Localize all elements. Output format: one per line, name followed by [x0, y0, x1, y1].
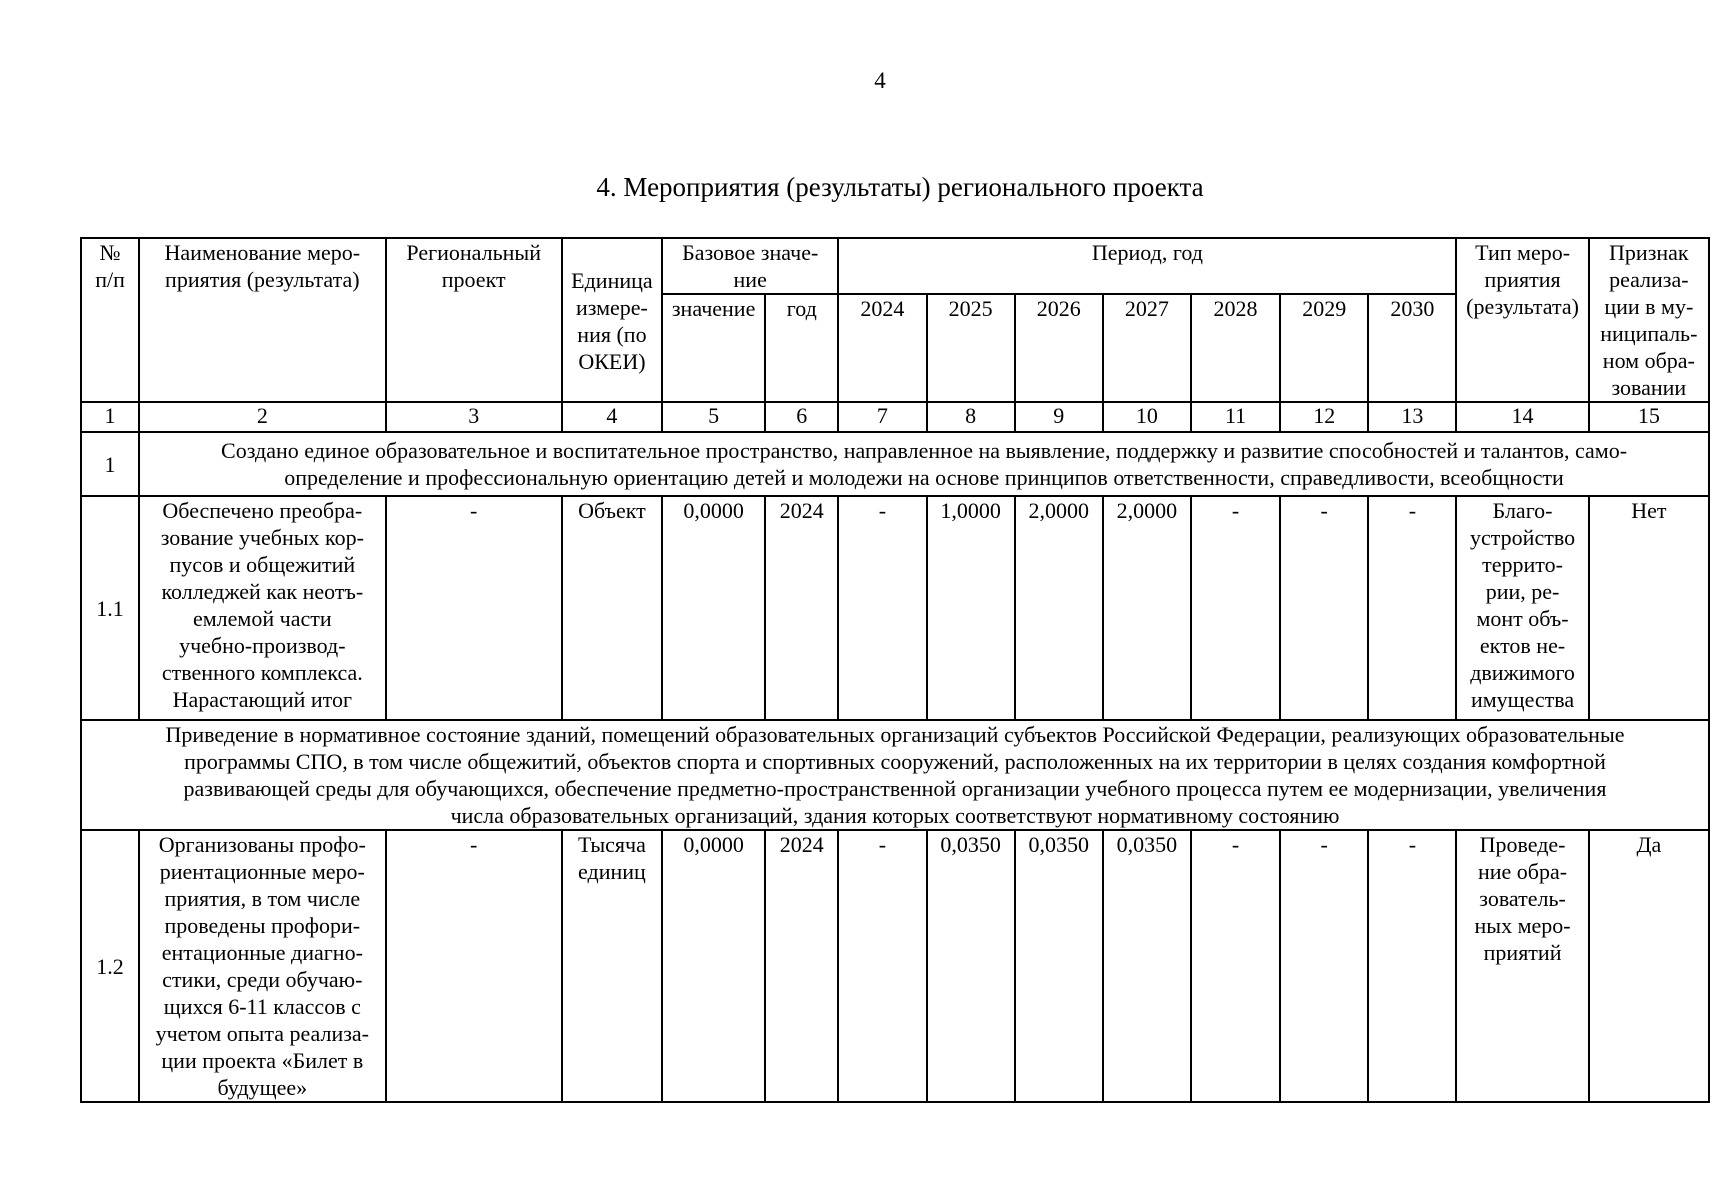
column-number: 8	[927, 402, 1015, 432]
header-year-2027: 2027	[1103, 294, 1191, 402]
header-type: Тип меро- приятия (результата)	[1456, 238, 1588, 402]
row-number: 1.1	[81, 496, 139, 720]
row-project: -	[386, 496, 562, 720]
header-municipal: Признак реализа- ции в му- ниципаль- ном обра- зовании	[1589, 238, 1709, 402]
header-year-2025: 2025	[927, 294, 1015, 402]
measures-table	[80, 237, 1710, 1103]
row-municipal: Нет	[1589, 496, 1709, 720]
row-value-2024: -	[838, 830, 926, 1102]
column-number: 11	[1191, 402, 1280, 432]
row-value-2025: 0,0350	[927, 830, 1015, 1102]
row-base-year: 2024	[765, 830, 838, 1102]
task-text: Приведение в нормативное состояние зданий, помещений образовательных организаций субъектов Российской Федерации, реализующих образовательные программы СПО, в том числе общежитий, объектов спорта и спортивных сооружений, расположенных на их территории в целях создания комфортной развивающей среды для обучающихся, обеспечение предметно-пространственной организации учебного процесса путем ее модернизации, увеличения числа образовательных организаций, здания которых соответствуют нормативному состоянию	[81, 720, 1709, 830]
column-number: 5	[662, 402, 765, 432]
column-number: 7	[838, 402, 926, 432]
row-value-2027: 0,0350	[1103, 830, 1191, 1102]
row-municipal: Да	[1589, 830, 1709, 1102]
row-base-value: 0,0000	[662, 830, 765, 1102]
header-row	[81, 238, 1709, 294]
table-row	[81, 830, 1709, 1102]
row-base-year: 2024	[765, 496, 838, 720]
task-row	[81, 720, 1709, 830]
header-project: Региональный проект	[386, 238, 562, 402]
header-year-2029: 2029	[1280, 294, 1368, 402]
goal-number: 1	[81, 432, 139, 496]
column-number: 3	[386, 402, 562, 432]
header-year-2030: 2030	[1368, 294, 1456, 402]
header-unit: Единица измере- ния (по ОКЕИ)	[562, 238, 662, 402]
row-value-2025: 1,0000	[927, 496, 1015, 720]
row-number: 1.2	[81, 830, 139, 1102]
header-year-2028: 2028	[1191, 294, 1280, 402]
header-base-value: значение	[662, 294, 765, 402]
goal-text: Создано единое образовательное и воспитательное пространство, направленное на выявление, поддержку и развитие способностей и талантов, само- определение и профессиональную ориентацию детей и молодежи на основе принципов ответственности, справедливости, всеобщности	[139, 432, 1709, 496]
row-value-2028: -	[1191, 830, 1280, 1102]
row-value-2026: 2,0000	[1015, 496, 1103, 720]
row-name: Организованы профо- риентационные меро- приятия, в том числе проведены профори- ентационные диагно- стики, среди обучаю- щихся 6-11 классов с учетом опыта реализа- ции проекта «Билет в будущее»	[139, 830, 385, 1102]
row-unit: Объект	[562, 496, 662, 720]
header-year-2024: 2024	[838, 294, 926, 402]
row-value-2026: 0,0350	[1015, 830, 1103, 1102]
column-number: 14	[1456, 402, 1588, 432]
row-value-2030: -	[1368, 830, 1456, 1102]
column-number: 9	[1015, 402, 1103, 432]
column-number: 2	[139, 402, 385, 432]
header-period-group: Период, год	[838, 238, 1456, 294]
section-title: 4. Мероприятия (результаты) регионального проекта	[596, 172, 1204, 202]
row-project: -	[386, 830, 562, 1102]
column-number: 13	[1368, 402, 1456, 432]
header-base-year: год	[765, 294, 838, 402]
table-row	[81, 496, 1709, 720]
column-number: 6	[765, 402, 838, 432]
header-year-2026: 2026	[1015, 294, 1103, 402]
row-type: Проведе- ние обра- зователь- ных меро- приятий	[1456, 830, 1588, 1102]
row-base-value: 0,0000	[662, 496, 765, 720]
header-base-group: Базовое значе- ние	[662, 238, 838, 294]
row-unit: Тысяча единиц	[562, 830, 662, 1102]
row-type: Благо- устройство террито- рии, ре- монт объ- ектов не- движимого имущества	[1456, 496, 1588, 720]
row-value-2029: -	[1280, 830, 1368, 1102]
header-name: Наименование меро- приятия (результата)	[139, 238, 385, 402]
column-number: 4	[562, 402, 662, 432]
header-number: № п/п	[81, 238, 139, 402]
page-number: 4	[874, 68, 886, 93]
row-value-2029: -	[1280, 496, 1368, 720]
goal-row	[81, 432, 1709, 496]
column-number: 12	[1280, 402, 1368, 432]
row-value-2030: -	[1368, 496, 1456, 720]
column-number: 1	[81, 402, 139, 432]
column-number: 10	[1103, 402, 1191, 432]
column-number-row	[81, 402, 1709, 432]
row-value-2024: -	[838, 496, 926, 720]
column-number: 15	[1589, 402, 1709, 432]
row-value-2027: 2,0000	[1103, 496, 1191, 720]
row-value-2028: -	[1191, 496, 1280, 720]
row-name: Обеспечено преобра- зование учебных кор- пусов и общежитий колледжей как неотъ- емлемой части учебно-производ- ственного комплекса. Нарастающий итог	[139, 496, 385, 720]
